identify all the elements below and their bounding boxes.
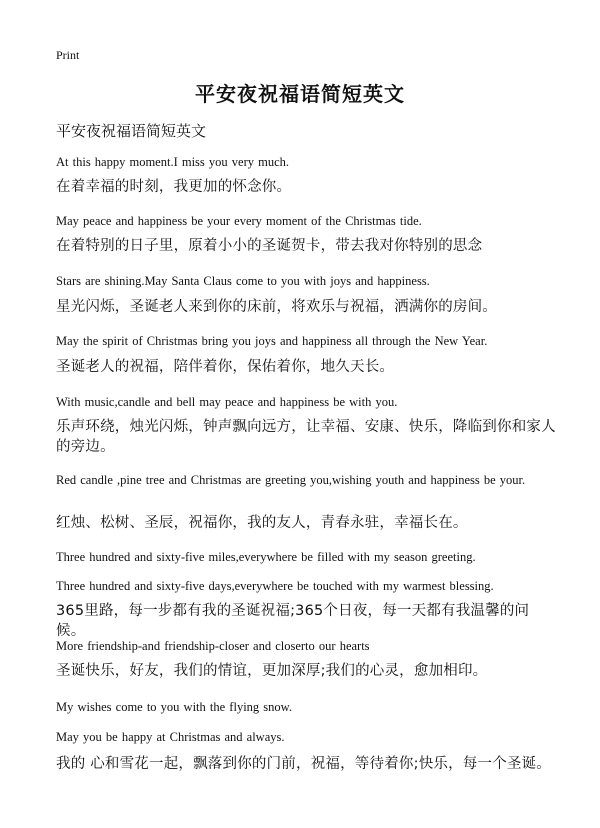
blessing-chinese: 圣诞老人的祝福，陪伴着你，保佑着你，地久天长。 <box>56 359 395 375</box>
blessing-english: Three hundred and sixty-five miles,everywhere be filled with my season greeting. <box>56 550 476 564</box>
blessing-chinese: 365里路，每一步都有我的圣诞祝福;365个日夜，每一天都有我温馨的问候。 <box>56 603 530 639</box>
blessing-english: Stars are shining.May Santa Claus come to you with joys and happiness. <box>56 274 430 288</box>
document-subtitle: 平安夜祝福语简短英文 <box>56 122 207 140</box>
document-title: 平安夜祝福语简短英文 <box>195 82 405 106</box>
blessing-english: May you be happy at Christmas and always. <box>56 730 285 744</box>
blessing-english: More friendship-and friendship-closer and closerto our hearts <box>56 639 370 653</box>
blessing-chinese: 在着特别的日子里，原着小小的圣诞贺卡，带去我对你特别的思念 <box>56 238 483 254</box>
blessing-chinese: 红烛、松树、圣辰，祝福你，我的友人，青春永驻，幸福长在。 <box>56 515 468 531</box>
blessing-chinese: 我的 心和雪花一起，飘落到你的门前，祝福，等待着你;快乐，每一个圣诞。 <box>56 756 551 772</box>
blessing-english: Three hundred and sixty-five days,everywhere be touched with my warmest blessing. <box>56 579 494 593</box>
blessing-english: Red candle ,pine tree and Christmas are greeting you,wishing youth and happiness be your. <box>56 473 526 487</box>
blessing-english: My wishes come to you with the flying snow. <box>56 700 292 714</box>
blessing-english: May peace and happiness be your every moment of the Christmas tide. <box>56 214 422 228</box>
blessing-english: May the spirit of Christmas bring you joys and happiness all through the New Year. <box>56 334 488 348</box>
print-link[interactable]: Print <box>56 48 80 62</box>
blessing-english: With music,candle and bell may peace and happiness be with you. <box>56 395 398 409</box>
blessing-english: At this happy moment.I miss you very much. <box>56 155 290 169</box>
blessing-chinese: 在着幸福的时刻，我更加的怀念你。 <box>56 179 292 195</box>
blessing-chinese: 圣诞快乐，好友，我们的情谊，更加深厚;我们的心灵，愈加相印。 <box>56 663 488 679</box>
blessing-chinese: 星光闪烁，圣诞老人来到你的床前，将欢乐与祝福，洒满你的房间。 <box>56 299 497 315</box>
blessing-chinese: 乐声环绕，烛光闪烁，钟声飘向远方，让幸福、安康、快乐，降临到你和家人的旁边。 <box>56 419 556 455</box>
